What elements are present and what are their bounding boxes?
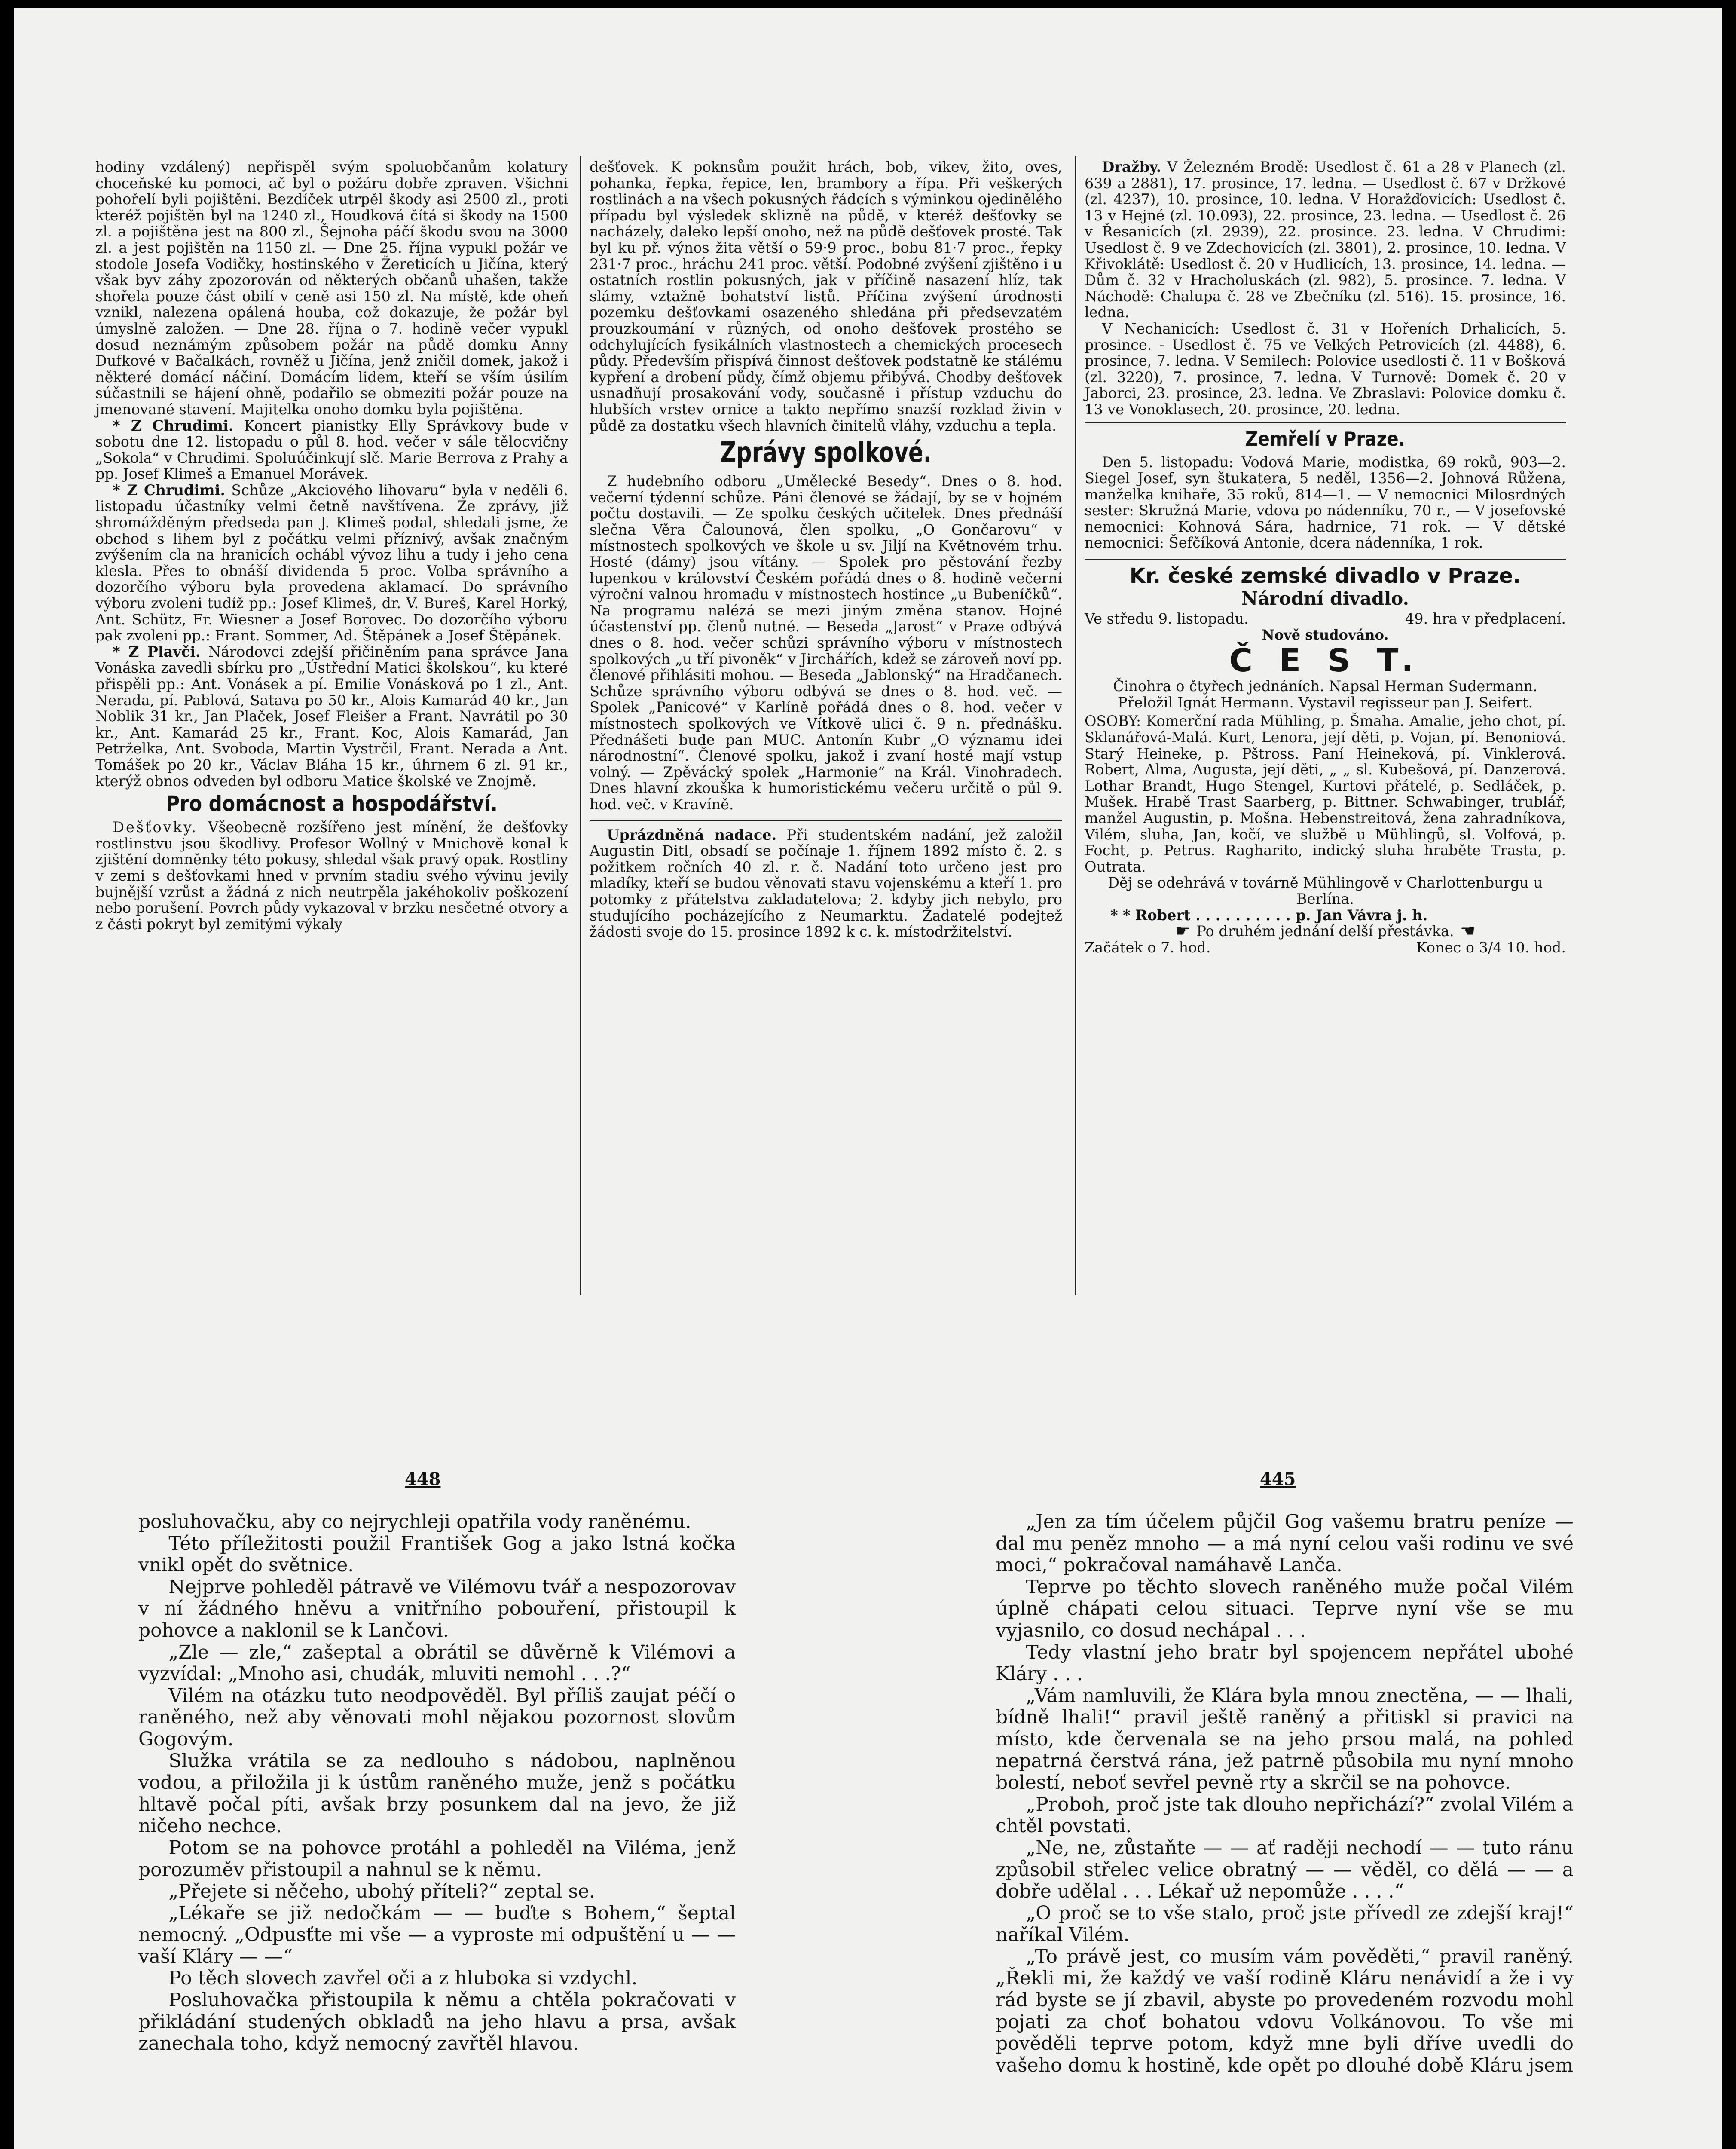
pointing-hand-left-icon: ☛	[1175, 921, 1191, 941]
column-rule-2	[1075, 156, 1076, 1295]
earthworms-heading: Dešťovky.	[113, 819, 198, 836]
intermission-line	[1085, 923, 1566, 940]
right-news-column	[1085, 159, 1566, 955]
novel-paragraph: „Vám namluvili, že Klára byla mnou znectěna, — — lhali, bídně lhali!“ pravil ještě raněný a přitiskl si pravici na místo, kde červenala se na jeho prsou malá, na pohled nepatrná čerstvá rána, jež patrně působila mu nyní mnoho bolestí, neboť sevřel pevně rty a skrčil se na pohovce.	[996, 1684, 1574, 1794]
auctions-heading: Dražby.	[1102, 159, 1161, 175]
newly-studied: Nově studováno.	[1262, 626, 1389, 643]
chrudim-concert-text: Koncert pianistky Elly Správkovy bude v sobotu dne 12. listopadu o půl 8. hod. večer v sále tělocvičny „Sokola“ v Chrudimi. Spoluúčinkují slč. Marie Berrova z Prahy a pp. Josef Klimeš a Emanuel Morávek.	[95, 417, 568, 483]
novel-paragraph: „To právě jest, co musím vám pověděti,“ pravil raněný. „Řekli mi, že každý ve vaší rodině Kláru nenávidí a že i vy rád byste se jí zbavil, abyste po provedeném rozvodu mohl pojati za choť bohatou vdovu Volkánovou. To vše mi pověděli teprve potom, když mne byli dříve uvedli do vašeho domu k hostině, kde opět po dlouhé době Kláru jsem	[996, 1945, 1574, 2076]
novel-paragraph: Této příležitosti použil František Gog a jako lstná kočka vnikl opět do světnice.	[138, 1532, 736, 1577]
foundation-item	[590, 827, 1062, 940]
setting-note: Děj se odehrává v továrně Mühlingově v Charlottenburgu u Berlína.	[1108, 874, 1543, 907]
novel-paragraph: Teprve po těchto slovech raněného muže počal Vilém úplně chápati celou situaci. Teprve nyní vše se mu vyjasnilo, co dosud nechápal . . .	[996, 1576, 1574, 1641]
plavec-item	[95, 644, 568, 789]
subscription-number: 49. hra v předplacení.	[1405, 610, 1566, 628]
novel-paragraph: Nejprve pohleděl pátravě ve Vilémovu tvář a nespozorovav v ní žádného hněvu a vnitřního pobouření, přistoupil k pohovce a naklonil se k Lančovi.	[138, 1576, 736, 1641]
novel-paragraph: „Přejete si něčeho, ubohý příteli?“ zeptal se.	[168, 1880, 596, 1903]
auctions-item	[1085, 159, 1566, 321]
middle-divider	[590, 820, 1062, 821]
household-section-title: Pro domácnost a hospodářství.	[165, 791, 498, 817]
novel-paragraph: „Ne, ne, zůstaňte — — ať raději nechodí — — tuto ránu způsobil střelec velice obratný — — věděl, co dělá — — a dobře udělal . . . Lékař už nepomůže . . . .“	[996, 1837, 1574, 1903]
national-theatre-subtitle: Národní divadlo.	[1241, 588, 1409, 609]
right-divider-2	[1085, 559, 1566, 560]
novel-paragraph: Potom se na pohovce protáhl a pohleděl na Viléma, jenž porozuměv přistoupil a nahnul se k němu.	[138, 1837, 736, 1881]
newspaper-page	[14, 8, 1722, 2149]
novel-paragraph: „Lékaře se již nedočkám — — buďte s Bohem,“ šeptal nemocný. „Odpusťte mi vše — a vyproste mi odpuštění u — — vaší Kláry — —“	[138, 1902, 736, 1968]
earthworms-continued: dešťovek. K poknsům použit hrách, bob, vikev, žito, oves, pohanka, řepka, řepice, len, brambory a řípa. Při veškerých rostlinách a na všech pokusných řádcích s výminkou ojedinělého případu byl výsledek sklizně na půdě, v kteréž dešťovky se nacházely, daleko lepší onoho, než na půdě dešťovek prosté. Tak byl ku př. výnos žita větší o 59·9 proc., bobu 81·7 proc., řepky 231·7 proc., hráchu 241 proc. větší. Podobné zvýšení zjištěno i u ostatních rostlin pokusných, jak v příčině nasazení hlíz, tak slámy, vztažně bohatství listů. Příčina zvýšení úrodnosti pozemku dešťovkami osazeného shledána při předsevzatém prouzkoumání v různých, od onoho dešťovek prostého se odchylujících fysikálních vlastnostech a chemických procesech půdy. Především přispívá činnost dešťovek podstatně ke stálému kypření a drobení půdy, čímž objemu přibývá. Chodby dešťovek usnadňují prosakování vody, současně i přístup vzduchu do hlubších vrstev ornice a takto nepřímo snazší rozklad živin v půdě za dostatku všech hlavních činitelů vláhy, vzduchu a tepla.	[590, 159, 1062, 434]
right-page-number: 445	[1260, 1469, 1296, 1489]
earthworms-item	[95, 819, 568, 932]
left-page-number: 448	[405, 1469, 441, 1489]
chrudim-heading-1: * Z Chrudimi.	[113, 417, 234, 434]
play-title: Č E S T.	[1229, 642, 1421, 680]
novel-paragraph: Služka vrátila se za nedlouho s nádobou, naplněnou vodou, a přiložila ji k ústům raněného muže, jenž s počátku hltavě počal píti, avšak brzy posunkem dal na jevo, že již ničeho nechce.	[138, 1750, 736, 1837]
novel-paragraph: „O proč se to vše stalo, proč jste přívedl ze zdejší kraj!“ naříkal Vilém.	[996, 1902, 1574, 1946]
plavec-heading: * Z Plavči.	[113, 643, 201, 660]
novel-paragraph: „Jen za tím účelem půjčil Gog vašemu bratru peníze — dal mu peněz mnoho — a má nyní celou vaši rodinu ve své moci,“ pokračoval namáhavě Lanča.	[996, 1511, 1574, 1577]
novel-paragraph: Tedy vlastní jeho bratr byl spojencem nepřátel ubohé Kláry . . .	[996, 1641, 1574, 1685]
novel-paragraph: „Proboh, proč jste tak dlouho nepřichází?“ zvolal Vilém a chtěl povstati.	[996, 1793, 1574, 1837]
chrudim-concert-item	[95, 418, 568, 482]
novel-paragraph: posluhovačku, aby co nejrychleji opatřila vody raněnému.	[138, 1511, 691, 1533]
performance-line	[1085, 611, 1566, 627]
foundation-text: Při studentském nadání, jež založil Augustin Ditl, obsadí se počínaje 1. říjnem 1892 místo č. 2. s požitkem ročních 40 zl. r. č. Nadání toto určeno jest pro mladíky, kteří se budou věnovati stavu vojenskému a kteří 1. pro potomky z přátelstva zakladatelova; 2. kdyby jich nebylo, pro studujícího pocházejícího z Neumarktu. Žadatelé podejtež žádosti svoje do 15. prosince 1892 k c. k. místodržitelství.	[590, 826, 1062, 940]
left-news-column	[95, 159, 568, 932]
auctions-text-2: V Nechanicích: Usedlost č. 31 v Hořeních Drhalicích, 5. prosince. - Usedlost č. 75 ve Velkých Petrovicích (zl. 4488), 6. prosince, 7. ledna. V Semilech: Polovice usedlosti č. 11 v Bošková (zl. 3220), 7. prosince, 7. ledna. V Turnově: Domek č. 20 v Jaborci, 23. prosince, 23. ledna. Ve Zbraslavi: Polovice domku č. 13 ve Vonoklasech, 20. prosince, 20. ledna.	[1085, 320, 1566, 418]
end-time: Konec o 3/4 10. hod.	[1416, 939, 1566, 956]
deaths-text: Den 5. listopadu: Vodová Marie, modistka, 69 roků, 903—2. Siegel Josef, syn štukatera, 5 neděl, 1356—2. Johnová Růžena, manželka knihaře, 35 roků, 814—1. — V nemocnici Milosrdných sester: Skružná Marie, vdova po nádenníku, 70 r., — V josefovské nemocnici: Kohnová Sára, hadrnice, 71 rok. — V dětské nemocnici: Šefčíková Antonie, dcera nádenníka, 1 rok.	[1085, 453, 1566, 551]
auctions-text: V Železném Brodě: Usedlost č. 61 a 28 v Planech (zl. 639 a 2881), 17. prosince, 17. ledna. — Usedlost č. 67 v Držkové (zl. 4237), 10. prosince, 10. ledna. V Horažďovicích: Usedlost č. 13 v Hejné (zl. 10.093), 22. prosince, 23. ledna. — Usedlost č. 26 v Řesanicích (zl. 2939), 22. prosince. 23. ledna. V Chrudimi: Usedlost č. 9 ve Zdechovicích (zl. 3801), 2. prosince, 10. ledna. V Křivoklátě: Usedlost č. 20 v Hudlicích, 13. prosince, 14. ledna. — Dům č. 32 v Hracholuskách (zl. 982), 5. prosince. 7. ledna. V Náchodě: Chalupa č. 28 ve Zbečníku (zl. 516). 15. prosince, 16. ledna.	[1085, 159, 1566, 321]
chrudim-distillery-item	[95, 482, 568, 644]
novel-right-column	[996, 1511, 1574, 2076]
intermission-text: Po druhém jednání delší přestávka.	[1196, 923, 1454, 940]
fire-report-paragraph: hodiny vzdálený) nepřispěl svým spoluobčanům kolatury choceňské ku pomoci, ač byl o požáru dobře zpraven. Všichni pohořelí byli pojištěni. Bezdíček utrpěl škody asi 2500 zl., proti kteréž pojištěn byl na 1240 zl., Houdková čítá si škody na 1500 zl. a pojištěna jest na 800 zl., Šejnoha páčí škodu svou na 3000 zl. a jest pojištěn na 1150 zl. — Dne 25. října vypukl požár ve stodole Josefa Vodičky, hostinského v Žereticích u Jičína, který však byv záhy zpozorován od některých občanů uhašen, takže shořela pouze část obilí v ceně asi 150 zl. Na místě, kde oheň vznikl, nalezena opálená houba, což dokazuje, že požár byl úmyslně založen. — Dne 28. října o 7. hodině večer vypukl dosud neznámým způsobem požár na půdě domku Anny Dufkové v Bačalkách, rovněž u Jičína, jenž zničil domek, jakož i některé domácí náčiní. Domácím lidem, kteří se vším úsilím súčastnili se hájení ohně, podařilo se obmeziti požár pouze na jmenované stavení. Majitelka onoho domku byla pojištěna.	[95, 159, 568, 418]
foundation-heading: Uprázdněná nadace.	[607, 826, 777, 843]
right-divider-1	[1085, 422, 1566, 423]
times-line	[1085, 940, 1566, 956]
theatre-title: Kr. české zemské divadlo v Praze.	[1129, 564, 1521, 588]
cast-list: OSOBY: Komerční rada Mühling, p. Šmaha. Amalie, jeho chot, pí. Sklanářová-Malá. Kurt, Lenora, její děti, p. Vojan, pí. Benoniová. Starý Heineke, p. Pštross. Paní Heineková, pí. Vinklerová. Robert, Alma, Augusta, její děti, „ „ sl. Kubešová, pí. Danzerová. Lothar Brandt, Hugo Stengel, Kurtovi přátelé, p. Sedláček, p. Mušek. Hrabě Trast Saarberg, p. Bittner. Schwabinger, trublář, manžel Augustin, p. Mošna. Hebenstreitová, žena zahradníkova, Vilém, sluha, Jan, kočí, ve službě u Mühlingů, sl. Volfová, p. Focht, p. Petrus. Ragharito, indický sluha hraběte Trasta, p. Outrata.	[1085, 713, 1566, 875]
club-news-text: Z hudebního odboru „Umělecké Besedy“. Dnes o 8. hod. večerní týdenní schůze. Páni členové se žádají, by se v hojném počtu dostavili. — Ze spolku českých učitelek. Dnes přednáší slečna Věra Čalounová, člen spolku, „O Gončarovu“ v místnostech spolkových ve škole u sv. Jiljí na Květnovém trhu. Hosté (dámy) jsou vítány. — Spolek pro pěstování řezby lupenkou v království Českém pořádá dnes o 8. hodině večerní výroční valnou hromadu v místnostech hostince „u Bubeníčků“. Na programu nalézá se mezi jiným změna stanov. Hojné účastenství pp. členů nutné. — Beseda „Jarost“ v Praze odbývá dnes o 8. hod. večer schůzi správního výboru v místnostech spolkových „u tří pivoněk“ v Jirchářích, kdež se zároveň noví pp. členové přihlásiti mohou. — Beseda „Jablonský“ na Hradčanech. Schůze správního výboru odbývá se dnes o 8. hod. več. — Spolek „Panicové“ v Karlíně pořádá dnes o 8. hod. večer v místnostech spolkových ve Vítkově ulici č. 9 n. přednášku. Přednášeti bude pan MUC. Antonín Kubr „O významu idei národnostní“. Členové spolku, jakož i zvaní hosté mají vstup volný. — Zpěvácký spolek „Harmonie“ na Král. Vinohradech. Dnes hlavní zkouška k humoristickému večeru určitě o půl 9. hod. več. v Kravíně.	[590, 473, 1062, 813]
start-time: Začátek o 7. hod.	[1085, 939, 1211, 956]
chrudim-heading-2: * Z Chrudimi.	[113, 481, 226, 499]
play-description: Činohra o čtyřech jednáních. Napsal Herman Sudermann. Přeložil Ignát Hermann. Vystavil regisseur pan J. Seifert.	[1113, 678, 1537, 711]
novel-paragraph: Vilém na otázku tuto neodpověděl. Byl příliš zaujat péčí o raněného, než aby věnovati mohl nějakou pozornost slovům Gogovým.	[138, 1684, 736, 1750]
chrudim-distillery-text: Schůze „Akciového lihovaru“ byla v neděli 6. listopadu účastníky velmi četně navštívena. Ze zprávy, již shromážděným předseda pan J. Klimeš podal, shledali jsme, že obchod s lihem byl z počátku velmi příznivý, avšak značným zvýšením cla na hranicích ochábl vývoz lihu a tudy i jeho cena klesla. Přes to obnáší dividenda 5 proc. Volba správního a dozorčího výboru byla provedena aklamací. Do správního výboru zvoleni tudíž pp.: Josef Klimeš, dr. V. Bureš, Karel Horký, Ant. Schütz, Fr. Wiesner a Josef Borovec. Do dozorčího výboru pak zvoleni pp.: Frant. Sommer, Ad. Štěpánek a Josef Štěpánek.	[95, 481, 568, 644]
guest-actor: * * Robert . . . . . . . . . . p. Jan Vávra j. h.	[1110, 906, 1428, 924]
novel-paragraph: Po těch slovech zavřel oči a z hluboka si vzdychl.	[168, 1967, 638, 1990]
novel-paragraph: Posluhovačka přistoupila k němu a chtěla pokračovati v přikládání studených obkladů na jeho hlavu a prsa, avšak zanechala toho, když nemocný zavřtěl hlavou.	[138, 1989, 736, 2055]
novel-paragraph: „Zle — zle,“ zašeptal a obrátil se důvěrně k Vilémovi a vyzvídal: „Mnoho asi, chudák, mluviti nemohl . . .?“	[138, 1641, 736, 1685]
middle-news-column	[590, 159, 1062, 940]
column-rule-1	[580, 156, 581, 1295]
club-news-title: Zprávy spolkové.	[720, 436, 932, 469]
plavec-text: Národovci zdejší přičiněním pana správce Jana Vonáska zavedli sbírku pro „Ústřední Matici školskou“, ku které přispěli pp.: Ant. Vonásek a pí. Emilie Vonásková po 1 zl., Ant. Nerada, pí. Pablová, Satava po 50 kr., Alois Kamarád 40 kr., Jan Noblik 31 kr., Jan Plaček, Josef Fleišer a Frant. Navrátil po 30 kr., Ant. Kamarád 25 kr., Frant. Koc, Alois Kamarád, Jan Petrželka, Ant. Svoboda, Martin Vystrčil, Frant. Nerada a Ant. Tomášek po 20 kr., Václav Bláha 15 kr., úhrnem 6 zl. 91 kr., kterýž obnos odveden byl odboru Matice školské ve Znojmě.	[95, 643, 568, 790]
novel-left-column	[138, 1511, 736, 2055]
performance-date: Ve středu 9. listopadu.	[1085, 610, 1249, 628]
earthworms-text: Všeobecně rozšířeno jest mínění, že dešťovky rostlinstvu jsou škodlivy. Profesor Wollný v Mnichově konal k zjištění domněnky této pokusy, shledal však pravý opak. Rostliny v zemi s dešťovkami hned v prvním stadiu svého vývinu jevily bujnější vzrůst a žádná z nich neutrpěla jakéhokoliv poškození nebo porušení. Povrch půdy vykazoval v brzku nesčetné otvory a z části pokryt byl zemitými výkaly	[95, 819, 568, 933]
pointing-hand-right-icon: ☚	[1460, 921, 1476, 941]
deaths-title: Zemřelí v Praze.	[1245, 427, 1406, 450]
